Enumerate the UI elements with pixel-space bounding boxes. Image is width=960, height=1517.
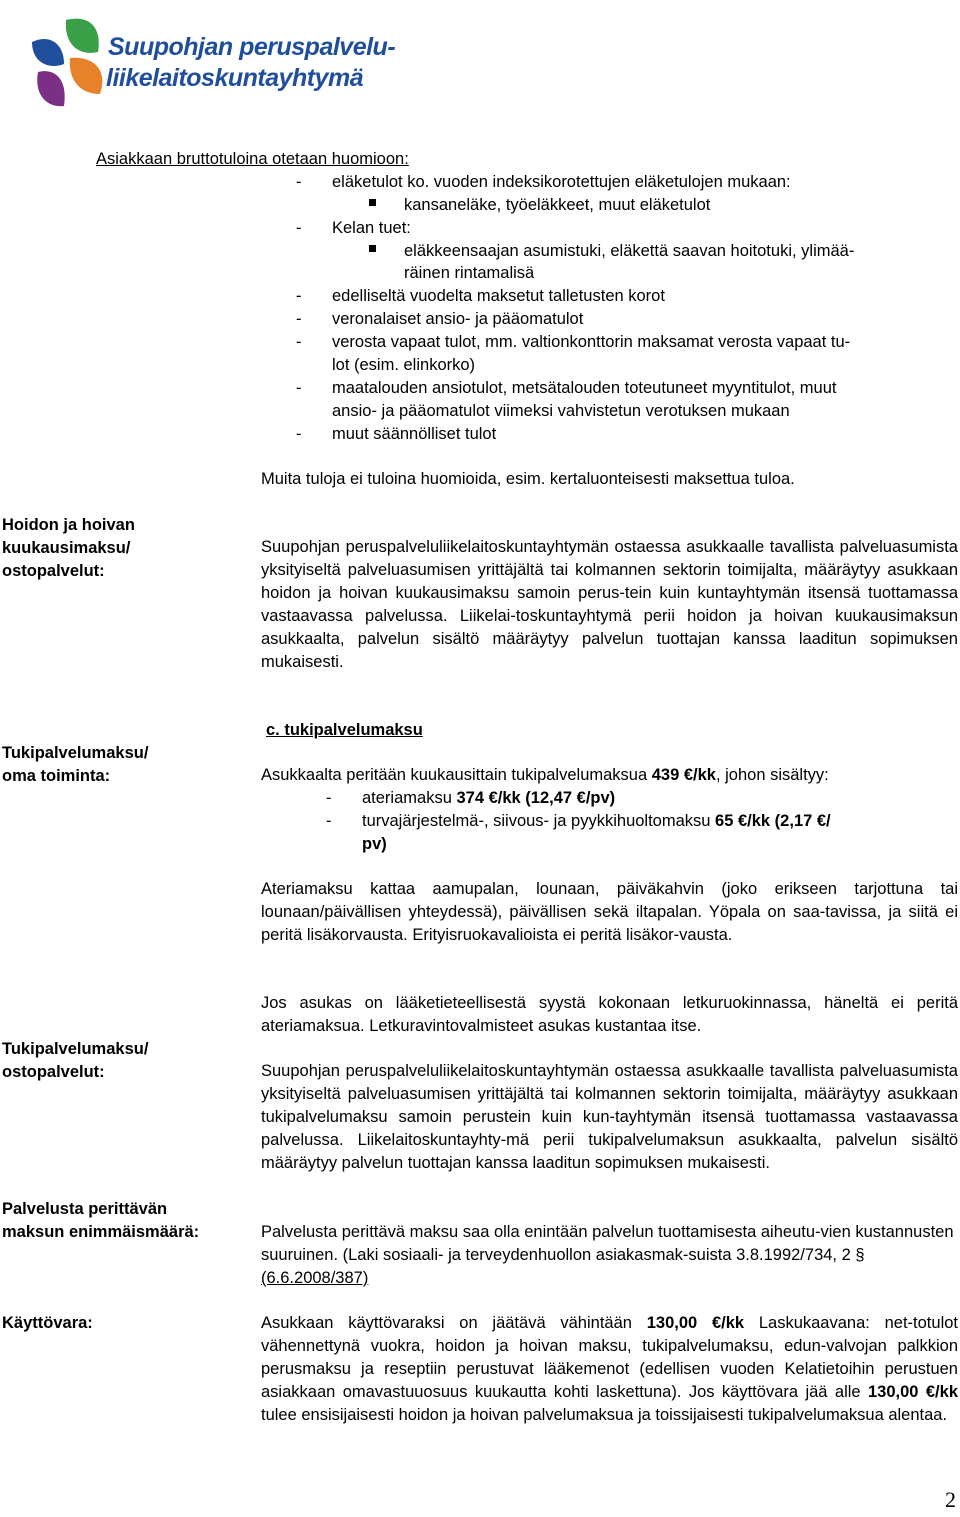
hoito-text: Suupohjan peruspalveluliikelaitoskuntayhtymän ostaessa asukkaalle tavallista palveluasumista yksityiseltä palveluasumisen yrittäjältä tai kolmannen sektorin toimijalta, määräytyy asukkaan hoidon ja hoivan kuukausimaksu samoin perus-tein kuin kuntayhtymän itsensä tuottamassa vastaavassa palvelussa. Liikelai-toskuntayhtymä perii hoidon ja hoivan kuukausimaksun asukkaalta, palvelun sisältö määräytyy palvelun tuottajan kanssa laaditun sopimuksen mukaisesti.	[261, 538, 958, 671]
income-item-regular: muut säännölliset tulot	[332, 425, 497, 443]
income-subitem-kela-line1: eläkkeensaajan asumistuki, eläkettä saavan hoitotuki, ylimää-	[404, 242, 855, 260]
income-item-agri-line1: maatalouden ansiotulot, metsätalouden toteutuneet myyntitulot, muut	[332, 379, 837, 397]
income-item-kela: Kelan tuet:	[332, 219, 411, 237]
law-reference-link[interactable]: (6.6.2008/387)	[261, 1269, 369, 1287]
income-heading: Asiakkaan bruttotuloina otetaan huomioon:	[96, 150, 409, 168]
kayttovara-min-amount: 130,00 €/kk	[646, 1314, 745, 1332]
page-number: 2	[945, 1487, 956, 1512]
tube-feeding-note: Jos asukas on lääketieteellisestä syystä kokonaan letkuruokinnassa, häneltä ei peritä ateriamaksua. Letkuravintovalmisteet asukas kustantaa itse.	[261, 994, 958, 1035]
services-amount-cont: pv)	[362, 835, 387, 853]
tuki-oma-label: Tukipalvelumaksu/ oma toiminta:	[2, 744, 149, 785]
income-item-taxfree-line2: lot (esim. elinkorko)	[332, 356, 476, 374]
tuki-item-services: turvajärjestelmä-, siivous- ja pyykkihuoltomaksu 65 €/kk (2,17 €/	[362, 812, 831, 830]
services-amount: 65 €/kk (2,17 €/	[715, 812, 831, 830]
income-subitem-kela-line2: räinen rintamalisä	[404, 264, 535, 282]
income-subitem-pensions: kansaneläke, työeläkkeet, muut eläketulot	[404, 196, 711, 214]
kayttovara-threshold-amount: 130,00 €/kk	[868, 1383, 958, 1401]
bullet-square-icon	[369, 245, 376, 252]
kayttovara-label: Käyttövara:	[2, 1314, 93, 1332]
income-item-taxable: veronalaiset ansio- ja pääomatulot	[332, 310, 584, 328]
section-title-tukipalvelumaksu: c. tukipalvelumaksu	[266, 721, 423, 739]
tuki-total-amount: 439 €/kk	[651, 766, 716, 784]
bullet-square-icon	[369, 199, 376, 206]
logo-leaves-icon	[18, 12, 118, 117]
logo-line-2: liikelaitoskuntayhtymä	[106, 64, 364, 92]
kayttovara-text: Asukkaan käyttövaraksi on jäätävä vähintään 130,00 €/kk Laskukaavana: net-totulot vähennettynä vuokra, hoidon ja hoivan maksu, tukipalvelumaksu, edun-valvojan palkkion perusmaksu ja reseptiin perustuvat lääkemenot (edellisen vuoden Kelatietoihin perustuen asiakkaan omavastuuosuus kuukautta kohti laskettuna). Jos käyttövara jää alle 130,00 €/kk tulee ensisijaisesti hoidon ja hoivan palvelumaksua ja toissijaisesti tukipalvelumaksua alentaa.	[261, 1314, 958, 1424]
tuki-osto-text: Suupohjan peruspalveluliikelaitoskuntayhtymän ostaessa asukkaalle tavallista palveluasumista yksityiseltä palveluasumisen yrittäjältä tai kolmannen sektorin toimijalta, määräytyy asukkaan tukipalvelumaksu samoin perustein kuin kun-tayhtymän itsensä tuottamassa vastaavassa palvelussa. Liikelaitoskuntayhty-mä perii tukipalvelumaksun asukkaalta, palvelun sisältö määräytyy palvelun tuottajan kanssa laaditun sopimuksen mukaisesti.	[261, 1062, 958, 1172]
logo-line-1: Suupohjan peruspalvelu-	[108, 33, 396, 61]
income-item-taxfree-line1: verosta vapaat tulot, mm. valtionkonttorin maksamat verosta vapaat tu-	[332, 333, 851, 351]
meal-amount: 374 €/kk (12,47 €/pv)	[456, 789, 616, 807]
enimmais-label: Palvelusta perittävän maksun enimmäismäärä:	[2, 1200, 200, 1241]
income-note: Muita tuloja ei tuloina huomioida, esim. kertaluonteisesti maksettua tuloa.	[261, 470, 795, 488]
income-item-interest: edelliseltä vuodelta maksetut talletusten korot	[332, 287, 665, 305]
hoito-label: Hoidon ja hoivan kuukausimaksu/ ostopalvelut:	[2, 516, 135, 580]
enimmais-text: Palvelusta perittävä maksu saa olla enintään palvelun tuottamisesta aiheutu-vien kustannusten suuruinen. (Laki sosiaali- ja terveydenhuollon asiakasmak-suista 3.8.1992/734, 2 § (6.6.2008/387)	[261, 1223, 954, 1287]
income-item-agri-line2: ansio- ja pääomatulot viimeksi vahvistetun verotuksen mukaan	[332, 402, 790, 420]
tuki-item-meal: ateriamaksu 374 €/kk (12,47 €/pv)	[362, 789, 616, 807]
meal-description: Ateriamaksu kattaa aamupalan, lounaan, päiväkahvin (joko erikseen tarjottuna tai lounaan/päivällisen yhteydessä), päivällisen sekä iltapalan. Yöpala on saa-tavissa, ja siitä ei peritä lisäkorvausta. Erityisruokavalioista ei peritä lisäkor-vausta.	[261, 880, 958, 944]
logo-text	[108, 32, 395, 94]
income-item-pension: eläketulot ko. vuoden indeksikorotettujen eläketulojen mukaan:	[332, 173, 791, 191]
tuki-intro: Asukkaalta peritään kuukausittain tukipalvelumaksua 439 €/kk, johon sisältyy:	[261, 766, 829, 784]
tuki-osto-label: Tukipalvelumaksu/ ostopalvelut:	[2, 1040, 149, 1081]
